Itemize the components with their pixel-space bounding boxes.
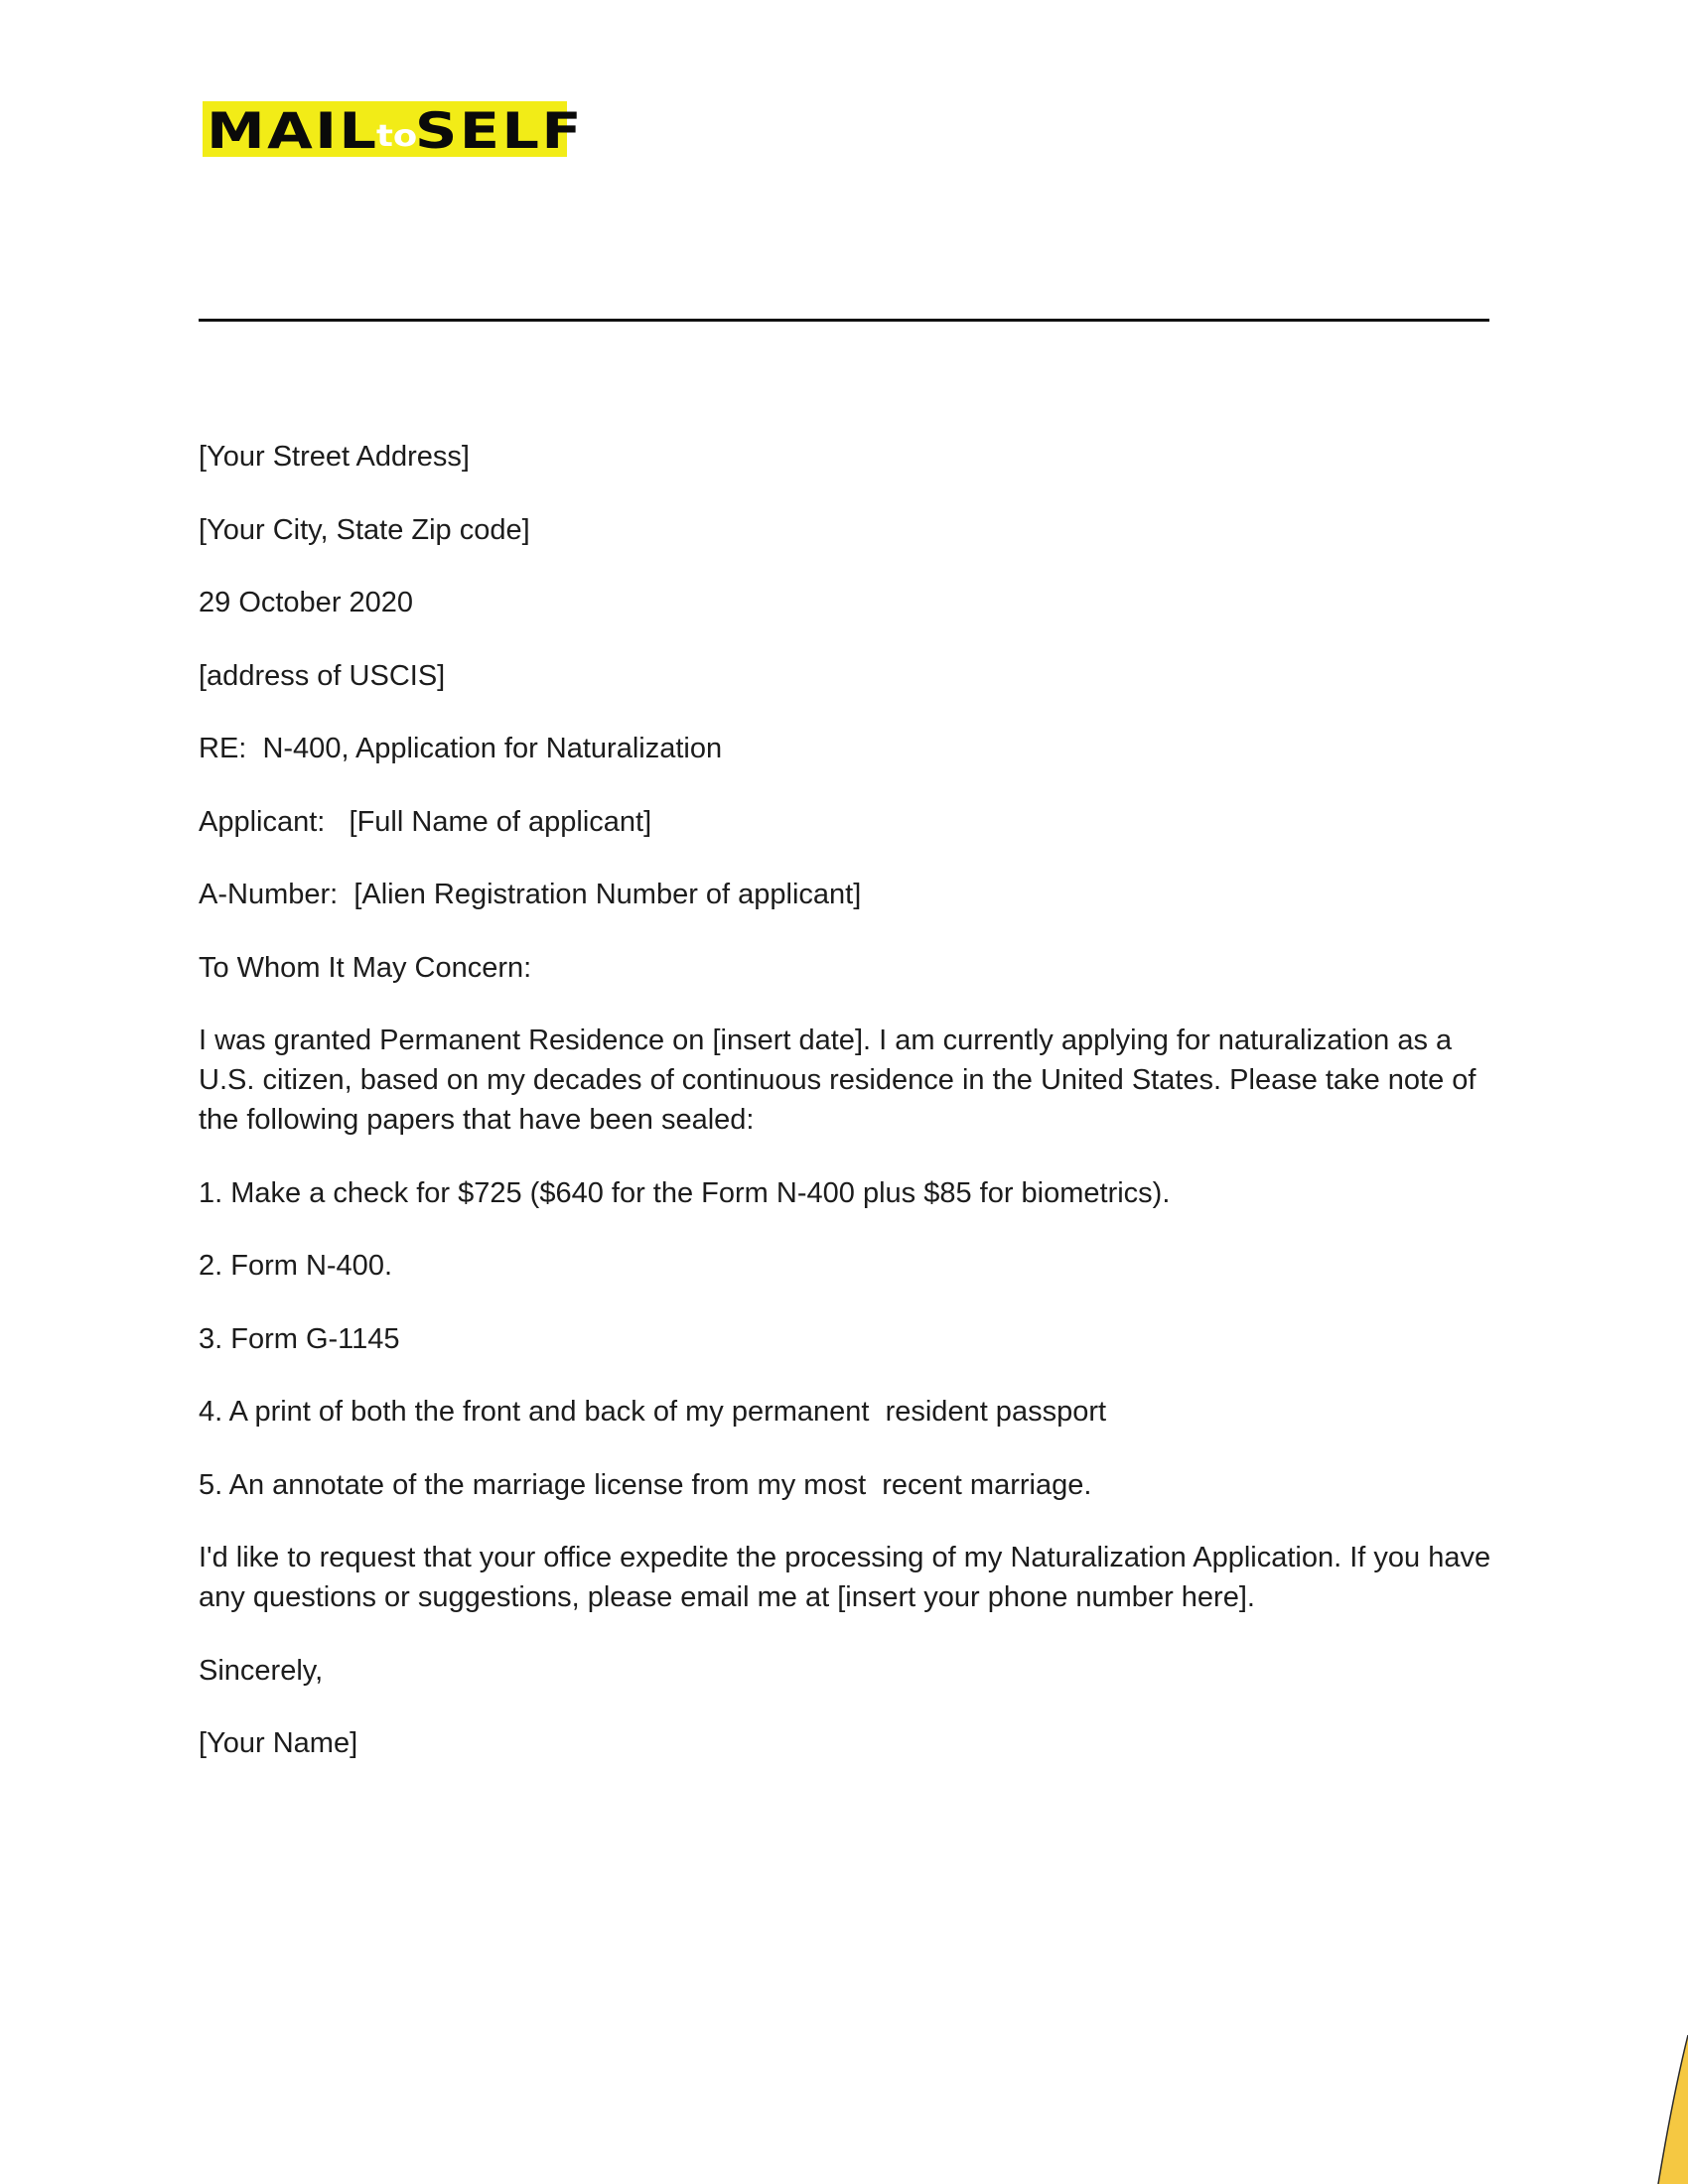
mailtoself-logo	[203, 101, 585, 160]
list-item: 2. Form N-400.	[199, 1250, 392, 1282]
list-item: 1. Make a check for $725 ($640 for the Form N-400 plus $85 for biometrics).	[199, 1176, 1171, 1209]
closing: Sincerely,	[199, 1654, 324, 1687]
a-number-line: A-Number: [Alien Registration Number of applicant]	[199, 879, 862, 910]
salutation: To Whom It May Concern:	[199, 951, 532, 984]
sender-street-address: [Your Street Address]	[199, 441, 470, 473]
re-line: RE: N-400, Application for Naturalization	[199, 733, 723, 764]
sender-city-state-zip: [Your City, State Zip code]	[199, 513, 530, 546]
signature-name: [Your Name]	[199, 1727, 358, 1759]
corner-decoration	[1648, 2035, 1688, 2184]
logo-wordmark: MAILtoSELF	[207, 102, 585, 160]
applicant-line: Applicant: [Full Name of applicant]	[199, 805, 652, 838]
request-paragraph: I'd like to request that your office expedite the processing of my Naturalization Application. If you have any questions or suggestions, please email me at [insert your phone number here].	[199, 1542, 1499, 1613]
list-item: 4. A print of both the front and back of my permanent resident passport	[199, 1396, 1107, 1428]
list-item: 3. Form G-1145	[199, 1322, 400, 1355]
letter-date: 29 October 2020	[199, 587, 414, 618]
letter-body	[199, 437, 1499, 1797]
list-item: 5. An annotate of the marriage license from my most recent marriage.	[199, 1468, 1092, 1501]
header-divider	[199, 319, 1489, 322]
intro-paragraph: I was granted Permanent Residence on [insert date]. I am currently applying for naturalization as a U.S. citizen, based on my decades of continuous residence in the United States. Please take note of the following papers that have been sealed:	[199, 1024, 1484, 1136]
recipient-address: [address of USCIS]	[199, 659, 446, 692]
